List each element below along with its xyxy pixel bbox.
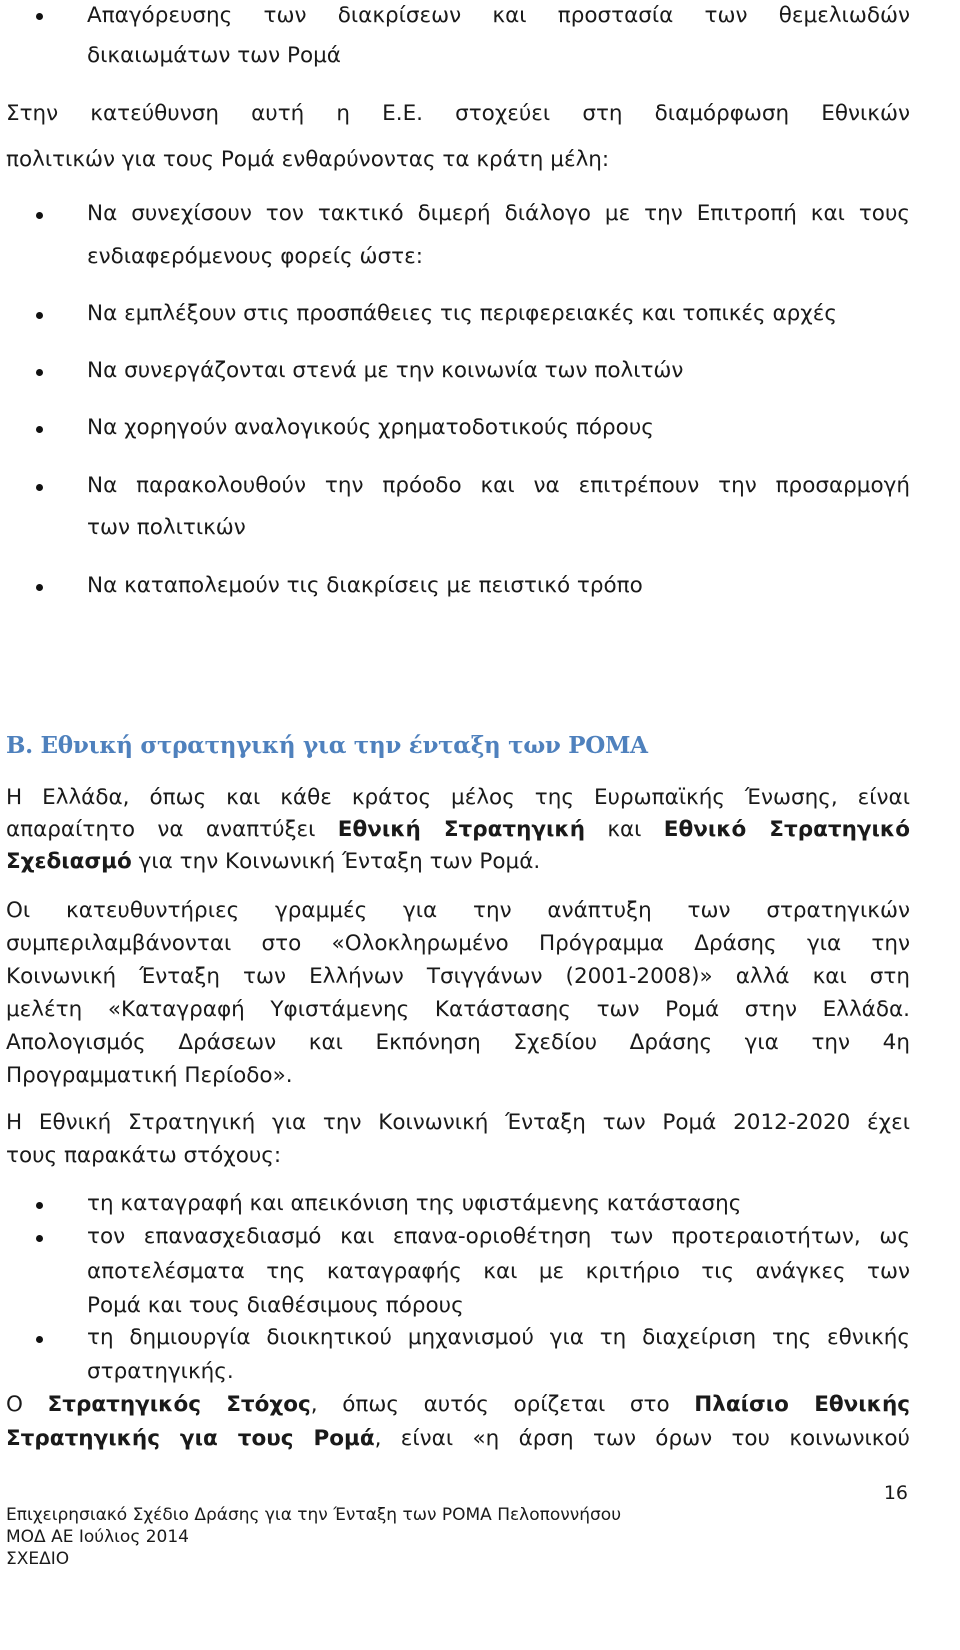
para4-line	[6, 1423, 910, 1455]
member-bullet-text: Να συνεργάζονται στενά με την κοινωνία των πολιτών	[87, 358, 684, 383]
para4-bold: Πλαίσιο Εθνικής	[694, 1392, 910, 1417]
bullet-text-line: δικαιωμάτων των Ρομά	[87, 43, 341, 68]
goal-bullet-text: τη καταγραφή και απεικόνιση της υφιστάμενης κατάστασης	[87, 1191, 742, 1216]
para2-line: μελέτη «Καταγραφή Υφιστάμενης Κατάστασης των Ρομά στην Ελλάδα.	[6, 997, 910, 1022]
bullet-text-line: Απαγόρευσης των διακρίσεων και προστασία των θεμελιωδών	[87, 3, 910, 28]
bullet-dot	[36, 1202, 46, 1212]
bullet-dot	[36, 369, 46, 379]
para4-text: , όπως αυτός ορίζεται στο	[310, 1392, 695, 1417]
bullet-dot	[36, 13, 46, 23]
para1-bold: Σχεδιασμό	[6, 849, 132, 874]
para1-bold: Εθνική Στρατηγική	[337, 817, 586, 842]
para1-line	[6, 846, 910, 878]
para4-line	[6, 1389, 910, 1421]
bullet-dot	[36, 312, 46, 322]
member-bullet-text: Να χορηγούν αναλογικούς χρηματοδοτικούς πόρους	[87, 415, 654, 440]
bullet-dot	[36, 1336, 46, 1346]
goal-bullet-text: τη δημιουργία διοικητικού μηχανισμού για τη διαχείριση της εθνικής	[87, 1325, 910, 1350]
para2-line: συμπεριλαμβάνονται στο «Ολοκληρωμένο Πρόγραμμα Δράσης για την	[6, 931, 910, 956]
member-bullet-text: ενδιαφερόμενους φορείς ώστε:	[87, 244, 423, 269]
intro-line: πολιτικών για τους Ρομά ενθαρύνοντας τα κράτη μέλη:	[6, 147, 610, 172]
para2-line: Προγραμματική Περίοδο».	[6, 1063, 293, 1088]
para1-text: για την Κοινωνική Ένταξη των Ρομά.	[131, 849, 541, 874]
member-bullet-text: Να καταπολεμούν τις διακρίσεις με πειστικό τρόπο	[87, 573, 643, 598]
para4-text: Ο	[6, 1392, 48, 1417]
para1-text: και	[607, 817, 642, 842]
goal-bullet-text: αποτελέσματα της καταγραφής και με κριτήριο τις ανάγκες των	[87, 1259, 910, 1284]
para2-line: Απολογισμός Δράσεων και Εκπόνηση Σχεδίου Δράσης για την 4η	[6, 1030, 910, 1055]
footer-line: ΣΧΕΔΙΟ	[6, 1549, 70, 1569]
section-heading: Β. Εθνική στρατηγική για την ένταξη των ΡΟΜΑ	[6, 732, 648, 759]
para2-line: Κοινωνική Ένταξη των Ελλήνων Τσιγγάνων (2001-2008)» αλλά και στη	[6, 964, 910, 989]
para1-line	[6, 814, 910, 846]
para4-text: , είναι «η άρση των όρων του κοινωνικού	[374, 1426, 910, 1451]
page-number: 16	[883, 1482, 908, 1504]
bullet-dot	[36, 484, 46, 494]
para3-line: τους παρακάτω στόχους:	[6, 1143, 282, 1168]
goal-bullet-text: τον επανασχεδιασμό και επανα-οριοθέτηση των προτεραιοτήτων, ως	[87, 1224, 910, 1249]
member-bullet-text: Να παρακολουθούν την πρόοδο και να επιτρέπουν την προσαρμογή	[87, 473, 910, 498]
para3-line: Η Εθνική Στρατηγική για την Κοινωνική Ένταξη των Ρομά 2012-2020 έχει	[6, 1110, 910, 1135]
para4-bold: Στρατηγικός Στόχος	[47, 1392, 311, 1417]
para4-bold: Στρατηγικής για τους Ρομά	[6, 1426, 375, 1451]
bullet-dot	[36, 1235, 46, 1245]
para1-bold: Εθνικό Στρατηγικό	[663, 817, 910, 842]
intro-line: Στην κατεύθυνση αυτή η Ε.Ε. στοχεύει στη διαμόρφωση Εθνικών	[6, 101, 910, 126]
footer-line: Επιχειρησιακό Σχέδιο Δράσης για την Ένταξη των ΡΟΜΑ Πελοποννήσου	[6, 1505, 622, 1525]
bullet-dot	[36, 584, 46, 594]
bullet-dot	[36, 212, 46, 222]
member-bullet-text: των πολιτικών	[87, 515, 246, 540]
para2-line: Οι κατευθυντήριες γραμμές για την ανάπτυξη των στρατηγικών	[6, 898, 910, 923]
footer-line: ΜΟΔ ΑΕ Ιούλιος 2014	[6, 1527, 189, 1547]
member-bullet-text: Να εμπλέξουν στις προσπάθειες τις περιφερειακές και τοπικές αρχές	[87, 301, 837, 326]
para1-line: Η Ελλάδα, όπως και κάθε κράτος μέλος της Ευρωπαϊκής Ένωσης, είναι	[6, 785, 910, 810]
bullet-dot	[36, 426, 46, 436]
para1-text: απαραίτητο να αναπτύξει	[6, 817, 316, 842]
goal-bullet-text: στρατηγικής.	[87, 1359, 234, 1384]
goal-bullet-text: Ρομά και τους διαθέσιμους πόρους	[87, 1293, 464, 1318]
member-bullet-text: Να συνεχίσουν τον τακτικό διμερή διάλογο με την Επιτροπή και τους	[87, 201, 910, 226]
